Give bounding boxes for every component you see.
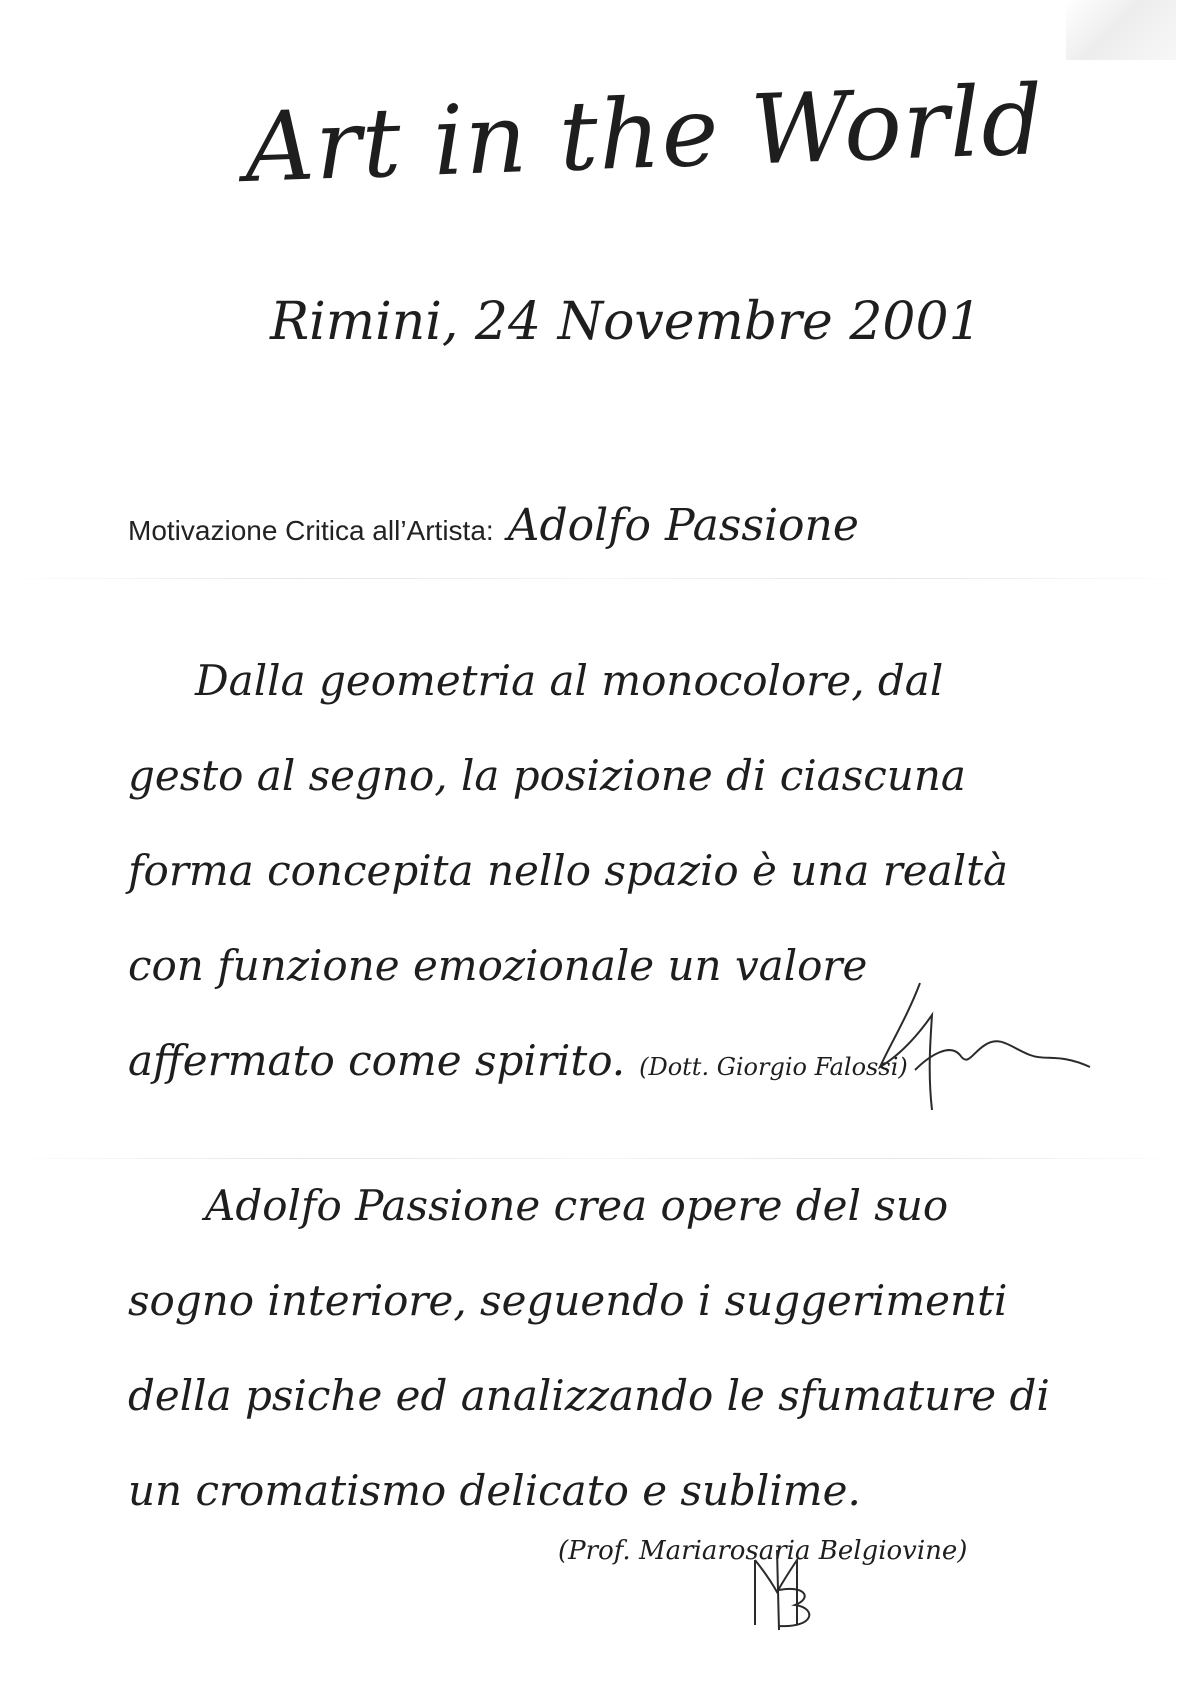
paragraph2-line-1: Adolfo Passione crea opere del suo (205, 1181, 949, 1230)
paragraph2-line-2: sogno interiore, seguendo i suggerimenti (128, 1276, 1008, 1325)
paragraph2-credit: (Prof. Mariarosaria Belgiovine) (558, 1536, 968, 1566)
paragraph1-credit: (Dott. Giorgio Falossi) (639, 1053, 908, 1081)
paragraph1-line-4: con funzione emozionale un valore (128, 941, 868, 990)
scan-corner-shadow (1066, 0, 1176, 60)
motivation-row (128, 500, 859, 551)
paragraph2-line-3: della psiche ed analizzando le sfumature di (128, 1371, 1050, 1420)
date-line: Rimini, 24 Novembre 2001 (270, 292, 982, 352)
paragraph1-line-1: Dalla geometria al monocolore, dal (195, 656, 944, 705)
paragraph1-line-5-text: affermato come spirito. (128, 1036, 626, 1085)
signature-falossi (860, 975, 1100, 1115)
document-title: Art in the World (243, 64, 1046, 204)
paragraph1-line-3: forma concepita nello spazio è una realtà (128, 846, 1009, 895)
fold-line-lower (0, 1158, 1192, 1159)
fold-line-upper (0, 578, 1192, 579)
paragraph1-line-5 (128, 1036, 908, 1085)
paragraph1-line-2: gesto al segno, la posizione di ciascuna (128, 751, 966, 800)
signature-belgiovine (735, 1530, 825, 1635)
paragraph2-line-4: un cromatismo delicato e sublime. (128, 1466, 861, 1515)
motivation-label: Motivazione Critica all’Artista: (128, 515, 494, 546)
artist-name: Adolfo Passione (507, 500, 859, 551)
